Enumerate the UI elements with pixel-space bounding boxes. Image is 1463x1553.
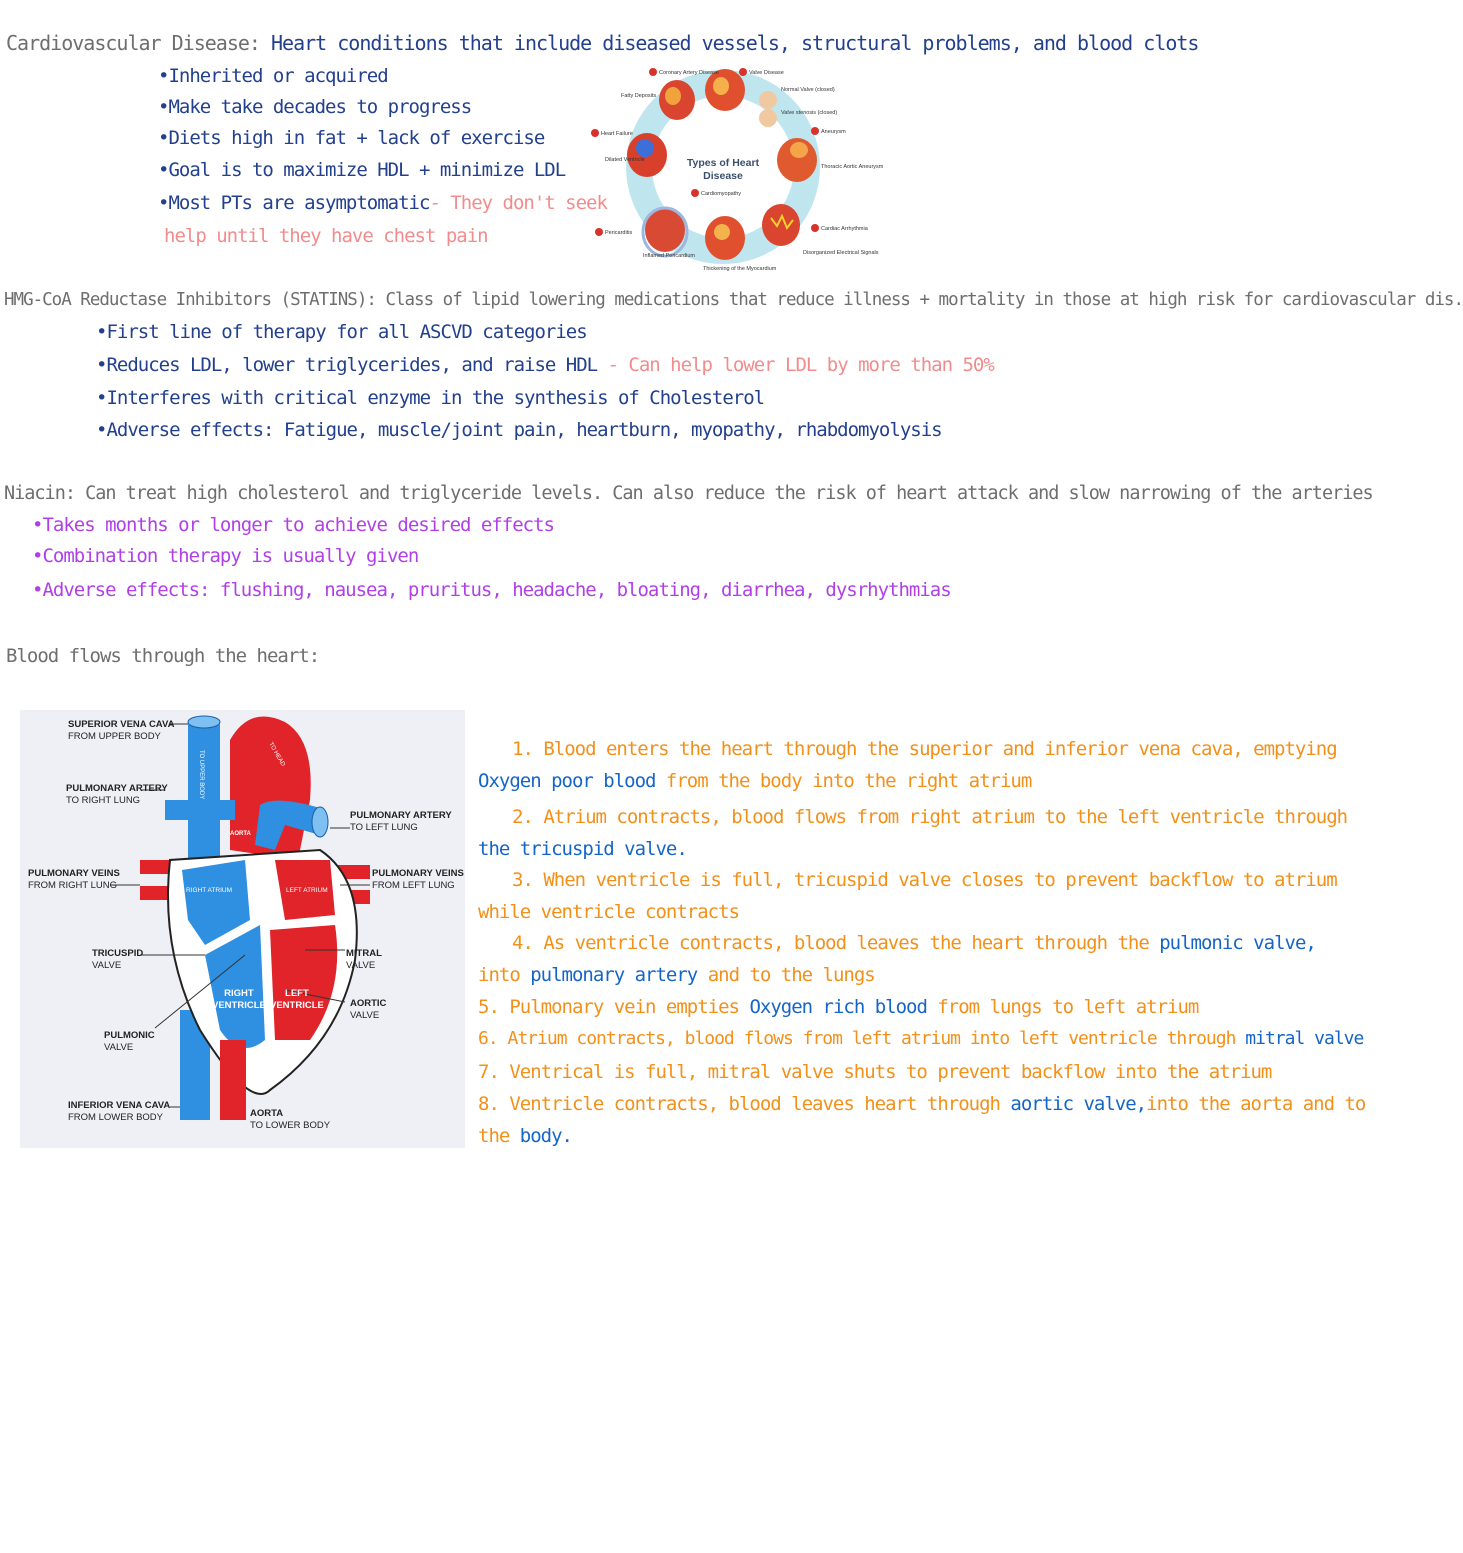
heart-illustration-failure bbox=[627, 133, 667, 177]
step-3a: 3. When ventricle is full, tricuspid valve closes to prevent backflow to atrium bbox=[512, 869, 1337, 891]
step-6: 6. Atrium contracts, blood flows from left atrium into left ventricle through mitral valve bbox=[478, 1028, 1364, 1049]
label-cardiomyopathy: Cardiomyopathy bbox=[701, 191, 742, 197]
label-aorta-top: AORTA bbox=[230, 831, 251, 837]
step-4b: into pulmonary artery and to the lungs bbox=[478, 964, 875, 986]
blood-flow-heading: Blood flows through the heart: bbox=[6, 645, 320, 667]
cvd-bullet: •Most PTs are asymptomatic- They don't seek bbox=[158, 192, 607, 214]
cvd-title: Cardiovascular Disease: bbox=[6, 31, 260, 55]
label-right-ventricle: RIGHT VENTRICLE bbox=[212, 988, 266, 1011]
niacin-bullet: •Takes months or longer to achieve desired effects bbox=[32, 514, 554, 536]
label-to-upper-body: TO UPPER BODY bbox=[198, 750, 204, 800]
cvd-bullet: •Make take decades to progress bbox=[158, 96, 472, 118]
label-arrhythmia: Cardiac Arrhythmia bbox=[821, 226, 868, 232]
label-inferior-vena-cava: INFERIOR VENA CAVA FROM LOWER BODY bbox=[68, 1100, 171, 1123]
statins-bullet: •Interferes with critical enzyme in the synthesis of Cholesterol bbox=[96, 387, 765, 409]
heart-illustration-pericarditis bbox=[643, 208, 687, 256]
label-aorta-lower: AORTA TO LOWER BODY bbox=[250, 1108, 331, 1131]
label-right-atrium: RIGHT ATRIUM bbox=[186, 887, 232, 894]
step-8a: 8. Ventricle contracts, blood leaves heart through aortic valve,into the aorta and to bbox=[478, 1093, 1366, 1115]
label-pulmonary-veins-right: PULMONARY VEINS FROM RIGHT LUNG bbox=[28, 868, 120, 891]
niacin-title-line bbox=[4, 482, 1373, 506]
cvd-definition: Heart conditions that include diseased vessels, structural problems, and blood clots bbox=[271, 31, 1199, 55]
step-1b: Oxygen poor blood from the body into the right atrium bbox=[478, 770, 1032, 792]
statins-bullet: •Reduces LDL, lower triglycerides, and raise HDL - Can help lower LDL by more than 50% bbox=[96, 354, 994, 376]
label-tricuspid-valve: TRICUSPID VALVE bbox=[92, 948, 144, 971]
cvd-bullet: •Diets high in fat + lack of exercise bbox=[158, 127, 545, 149]
step-7: 7. Ventrical is full, mitral valve shuts to prevent backflow into the atrium bbox=[478, 1061, 1272, 1083]
label-valve: Valve Disease bbox=[749, 70, 784, 76]
step-1a: 1. Blood enters the heart through the superior and inferior vena cava, emptying bbox=[512, 738, 1337, 760]
niacin-bullet: •Combination therapy is usually given bbox=[32, 545, 419, 567]
label-thickening: Thickening of the Myocardium bbox=[703, 266, 777, 272]
label-cad: Coronary Artery Disease bbox=[659, 70, 719, 76]
step-5: 5. Pulmonary vein empties Oxygen rich blood from lungs to left atrium bbox=[478, 996, 1199, 1018]
step-2a: 2. Atrium contracts, blood flows from right atrium to the left ventricle through bbox=[512, 806, 1348, 828]
heart-anatomy-graphic bbox=[20, 710, 465, 1148]
label-left-ventricle: LEFT VENTRICLE bbox=[270, 988, 324, 1011]
descending-aorta bbox=[220, 1040, 246, 1120]
cvd-bullet: •Inherited or acquired bbox=[158, 65, 388, 87]
heart-disease-infographic bbox=[585, 60, 884, 275]
label-mitral-valve: MITRAL VALVE bbox=[346, 948, 382, 971]
cvd-note-continued: help until they have chest pain bbox=[164, 225, 488, 247]
heart-illustration-aneurysm bbox=[777, 138, 817, 182]
infographic-title: Types of Heart Disease bbox=[686, 157, 760, 182]
cvd-title-line bbox=[6, 31, 1198, 55]
heart-anatomy-diagram bbox=[20, 710, 465, 1148]
label-dilated-ventricle: Dilated Ventricle bbox=[605, 157, 645, 163]
label-aneurysm: Aneurysm bbox=[821, 129, 846, 135]
label-pulmonary-artery-left: PULMONARY ARTERY TO LEFT LUNG bbox=[350, 810, 452, 833]
cvd-note: - They don't seek bbox=[429, 192, 607, 214]
niacin-definition: Can treat high cholesterol and triglyceride levels. Can also reduce the risk of heart attack and slow narrowing of the arteries bbox=[85, 483, 1373, 504]
niacin-title: Niacin: bbox=[4, 483, 75, 504]
label-fatty-deposits: Fatty Deposits bbox=[621, 93, 657, 99]
statins-ldl-note: - Can help lower LDL by more than 50% bbox=[607, 354, 994, 376]
statins-bullet: •Adverse effects: Fatigue, muscle/joint pain, heartburn, myopathy, rhabdomyolysis bbox=[96, 419, 942, 441]
statins-title-line bbox=[4, 288, 1463, 312]
label-normal-valve: Normal Valve (closed) bbox=[781, 87, 835, 93]
heart-illustration-cardiomyopathy bbox=[705, 216, 745, 260]
step-3b: while ventricle contracts bbox=[478, 901, 739, 923]
statins-definition: Class of lipid lowering medications that reduce illness + mortality in those at high risk for cardiovascular dis. bbox=[385, 290, 1463, 310]
label-aortic-valve: AORTIC VALVE bbox=[350, 998, 387, 1021]
step-8b: the body. bbox=[478, 1125, 572, 1147]
label-valve-stenosis: Valve stenosis (closed) bbox=[781, 110, 838, 116]
label-inflamed-pericardium: Inflamed Pericardium bbox=[643, 253, 695, 259]
label-pulmonic-valve: PULMONIC VALVE bbox=[104, 1030, 155, 1053]
cvd-bullet: •Goal is to maximize HDL + minimize LDL bbox=[158, 159, 566, 181]
heart-illustration-arrhythmia bbox=[762, 204, 800, 246]
label-pulmonary-artery-right: PULMONARY ARTERY TO RIGHT LUNG bbox=[66, 783, 168, 806]
label-left-atrium: LEFT ATRIUM bbox=[286, 887, 328, 894]
label-pulmonary-veins-left: PULMONARY VEINS FROM LEFT LUNG bbox=[372, 868, 464, 891]
heart-illustration-cad bbox=[659, 80, 695, 120]
label-to-head: TO HEAD bbox=[267, 741, 286, 768]
label-superior-vena-cava: SUPERIOR VENA CAVA FROM UPPER BODY bbox=[68, 719, 175, 742]
statins-bullet: •First line of therapy for all ASCVD categories bbox=[96, 321, 587, 343]
label-aortic-aneurysm: Thoracic Aortic Aneurysm bbox=[821, 164, 884, 170]
label-pericarditis: Pericarditis bbox=[605, 230, 633, 236]
step-4a: 4. As ventricle contracts, blood leaves the heart through the pulmonic valve, bbox=[512, 932, 1316, 954]
niacin-bullet: •Adverse effects: flushing, nausea, pruritus, headache, bloating, diarrhea, dysrhythmias bbox=[32, 579, 951, 601]
statins-title: HMG-CoA Reductase Inhibitors (STATINS): bbox=[4, 290, 376, 310]
label-disorganized-signals: Disorganized Electrical Signals bbox=[803, 250, 879, 256]
label-failure: Heart Failure bbox=[601, 131, 633, 137]
step-2b: the tricuspid valve. bbox=[478, 838, 687, 860]
